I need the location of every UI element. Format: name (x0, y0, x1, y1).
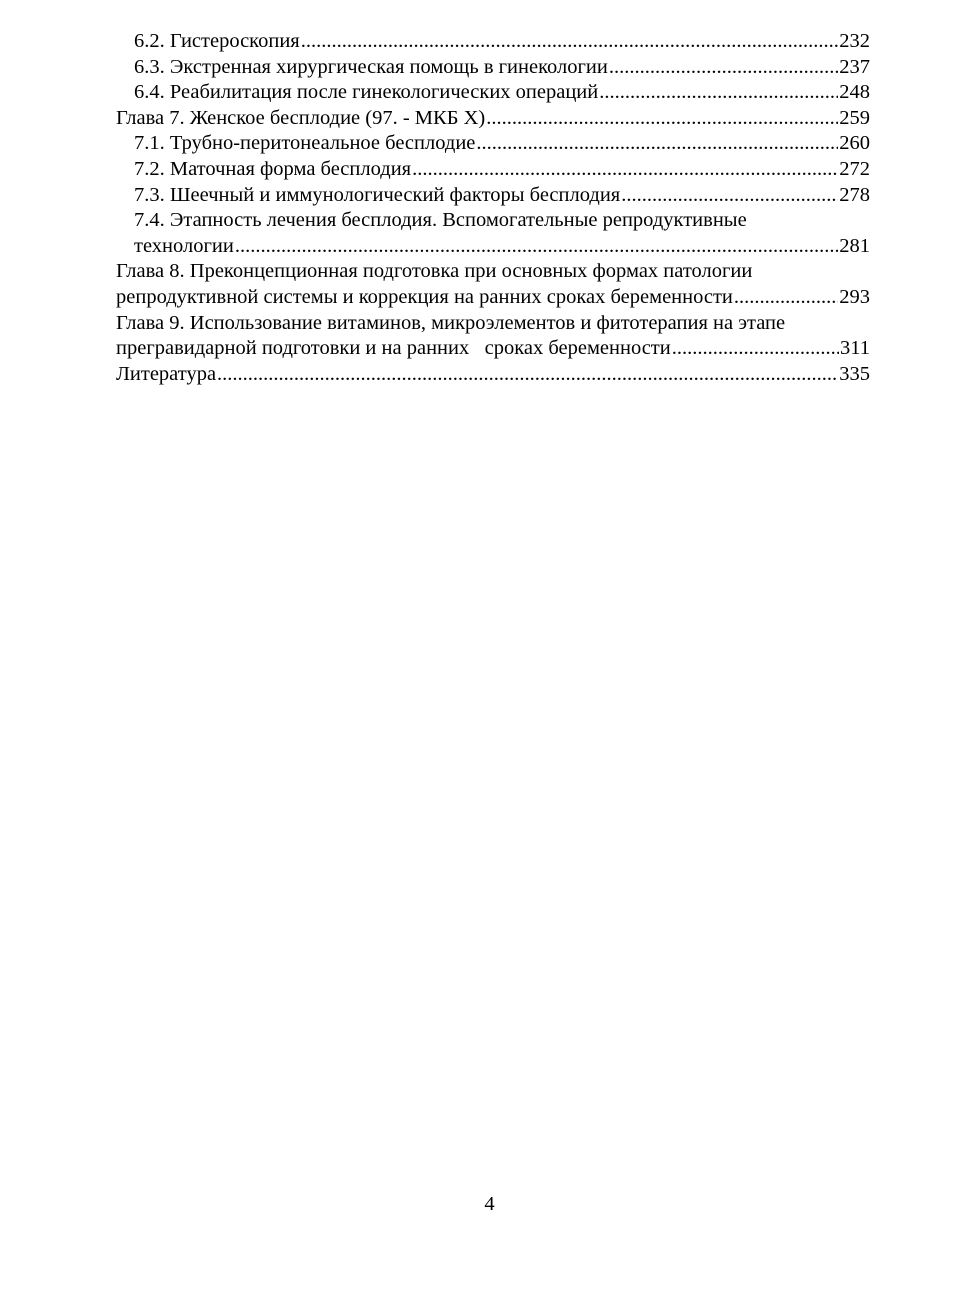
toc-entry-6-4 (116, 80, 870, 106)
toc-chapter-8 (116, 259, 870, 310)
toc-entry-title-line-1: Глава 8. Преконцепционная подготовка при основных формах патологии (116, 260, 753, 283)
toc-page-number: 311 (840, 337, 870, 360)
toc-page-number: 259 (839, 106, 870, 129)
toc-chapter-9 (116, 311, 870, 362)
toc-entry-title-line-1: 7.4. Этапность лечения бесплодия. Вспомогательные репродуктивные (134, 209, 747, 232)
toc-entry-title: 6.3. Экстренная хирургическая помощь в гинекологии (134, 55, 608, 78)
dot-leader (412, 157, 838, 183)
toc-entry-title-line-2: прегравидарной подготовки и на ранних сроках беременности (116, 337, 671, 360)
toc-entry-6-2 (116, 29, 870, 55)
dot-leader (734, 285, 838, 311)
table-of-contents (116, 29, 870, 387)
toc-entry-title: 6.2. Гистероскопия (134, 30, 300, 52)
toc-entry-7-1 (116, 131, 870, 157)
dot-leader (235, 234, 838, 260)
toc-page-number: 272 (839, 157, 870, 180)
toc-entry-6-3 (116, 55, 870, 81)
toc-page-number: 278 (839, 183, 870, 206)
dot-leader (486, 106, 838, 132)
toc-entry-title: Глава 7. Женское бесплодие (97. - МКБ X) (116, 106, 486, 129)
toc-entry-7-4 (116, 208, 870, 259)
toc-entry-title-line-1: Глава 9. Использование витаминов, микроэлементов и фитотерапия на этапе (116, 311, 786, 334)
toc-entry-title: 7.2. Маточная форма бесплодия (134, 157, 412, 180)
toc-page-number: 335 (839, 362, 870, 385)
toc-page-number: 260 (839, 132, 870, 155)
toc-page-number: 293 (839, 285, 870, 308)
toc-literature (116, 362, 870, 388)
dot-leader (609, 55, 838, 81)
toc-entry-title: 6.4. Реабилитация после гинекологических операций (134, 81, 599, 104)
toc-entry-title: 7.3. Шеечный и иммунологический факторы бесплодия (134, 183, 621, 206)
toc-entry-title-line-2: технологии (134, 234, 234, 257)
toc-page-number: 232 (839, 30, 870, 52)
toc-chapter-7 (116, 106, 870, 132)
toc-page-number: 237 (839, 55, 870, 78)
dot-leader (301, 29, 839, 55)
toc-entry-7-3 (116, 183, 870, 209)
toc-page-number: 281 (839, 234, 870, 257)
toc-entry-title: 7.1. Трубно-перитонеальное бесплодие (134, 132, 476, 155)
dot-leader (476, 131, 838, 157)
toc-entry-title: Литература (116, 362, 217, 385)
toc-entry-title-line-2: репродуктивной системы и коррекция на ранних сроках беременности (116, 285, 733, 308)
dot-leader (621, 183, 838, 209)
dot-leader (217, 362, 838, 388)
dot-leader (672, 336, 839, 362)
page-number: 4 (484, 1193, 495, 1215)
dot-leader (599, 80, 838, 106)
toc-page-number: 248 (839, 81, 870, 104)
toc-entry-7-2 (116, 157, 870, 183)
